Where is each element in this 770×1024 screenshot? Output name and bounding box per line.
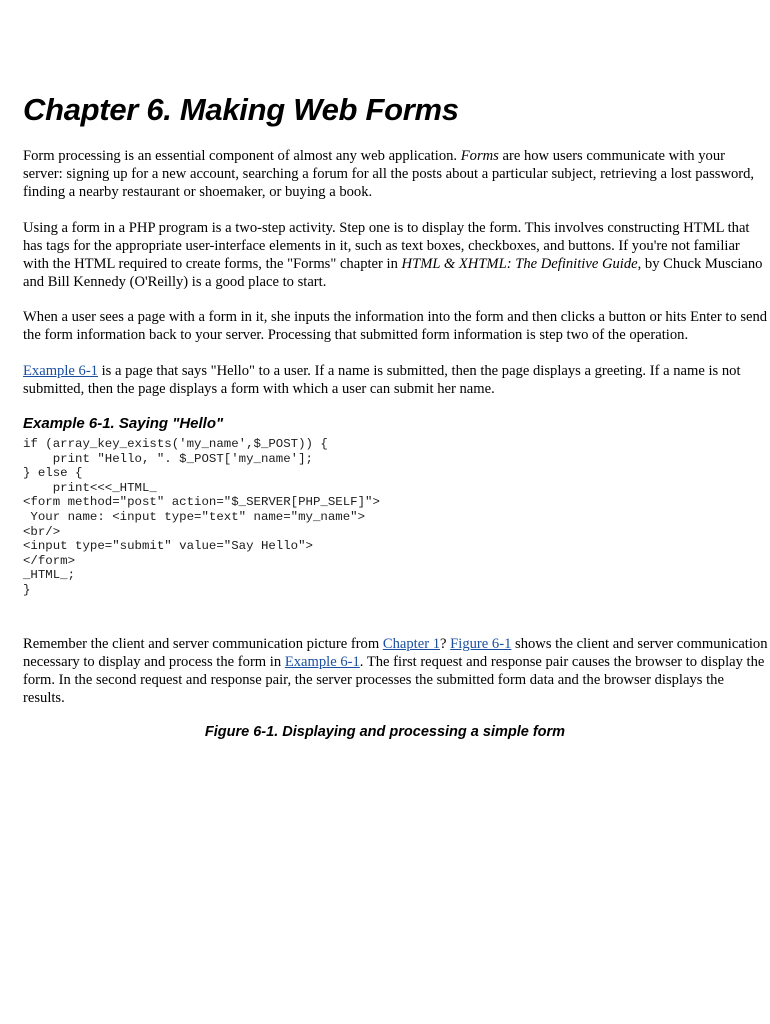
code-line: print<<<_HTML_ [23, 480, 157, 495]
code-line: } else { [23, 466, 83, 481]
code-block [23, 437, 380, 598]
example-6-1-link[interactable]: Example 6-1 [23, 363, 98, 379]
communication-paragraph [23, 635, 768, 707]
communication-text: Remember the client and server communication picture from [23, 636, 383, 652]
code-line: <input type="submit" value="Say Hello"> [23, 539, 313, 554]
two-step-text-cont: , by Chuck Musciano and Bill Kennedy (O'Reilly) is a good place to start. [23, 256, 763, 290]
figure-caption: Figure 6-1. Displaying and processing a simple form [204, 724, 566, 740]
code-line: } [23, 582, 31, 597]
code-line: if (array_key_exists('my_name',$_POST)) { [23, 437, 328, 451]
two-step-paragraph [23, 219, 768, 291]
communication-text-q: ? [440, 636, 451, 652]
example-title: Example 6-1. Saying "Hello" [23, 415, 224, 432]
communication-text-mid: shows the client and server communication necessary to display and process the form in [23, 636, 768, 670]
code-line: <form method="post" action="$_SERVER[PHP_SELF]"> [23, 495, 380, 510]
two-step-text: Using a form in a PHP program is a two-step activity. Step one is to display the form. This involves constructing HTML that has tags for the appropriate user-interface elements in it, such as text boxes, checkboxes, and buttons. If you're not familiar with the HTML required to create forms, the "Forms" chapter in [23, 220, 750, 272]
code-line: </form> [23, 553, 76, 568]
code-line: _HTML_; [23, 568, 76, 583]
intro-paragraph [23, 147, 768, 201]
intro-text: Form processing is an essential component of almost any web application. [23, 148, 461, 164]
code-line: <br/> [23, 524, 61, 539]
submit-paragraph: When a user sees a page with a form in it, she inputs the information into the form and then clicks a button or hits Enter to send the form information back to your server. Processing that submitted form information is step two of the operation. [23, 309, 768, 343]
example-intro-paragraph [23, 362, 768, 398]
chapter-1-link[interactable]: Chapter 1 [382, 636, 441, 652]
example-6-1-link-2[interactable]: Example 6-1 [284, 654, 360, 670]
book-title: HTML & XHTML: The Definitive Guide [401, 256, 638, 272]
figure-6-1-link[interactable]: Figure 6-1 [450, 636, 512, 652]
forms-term: Forms [460, 148, 499, 164]
intro-text-cont: are how users communicate with your server: signing up for a new account, searching a forum for all the posts about a particular subject, retrieving a lost password, finding a nearby restaurant or shoemaker, or buying a book. [23, 148, 755, 200]
communication-text-end: . The first request and response pair causes the browser to display the form. In the second request and response pair, the server processes the submitted form data and the browser displays the results. [23, 654, 765, 706]
code-line: Your name: <input type="text" name="my_name"> [23, 509, 366, 524]
example-intro-text: is a page that says "Hello" to a user. If a name is submitted, then the page displays a greeting. If a name is not submitted, then the page displays a form with which a user can submit her name. [23, 363, 741, 397]
page-title: Chapter 6. Making Web Forms [23, 92, 459, 127]
code-line: print "Hello, ". $_POST['my_name']; [23, 451, 313, 466]
